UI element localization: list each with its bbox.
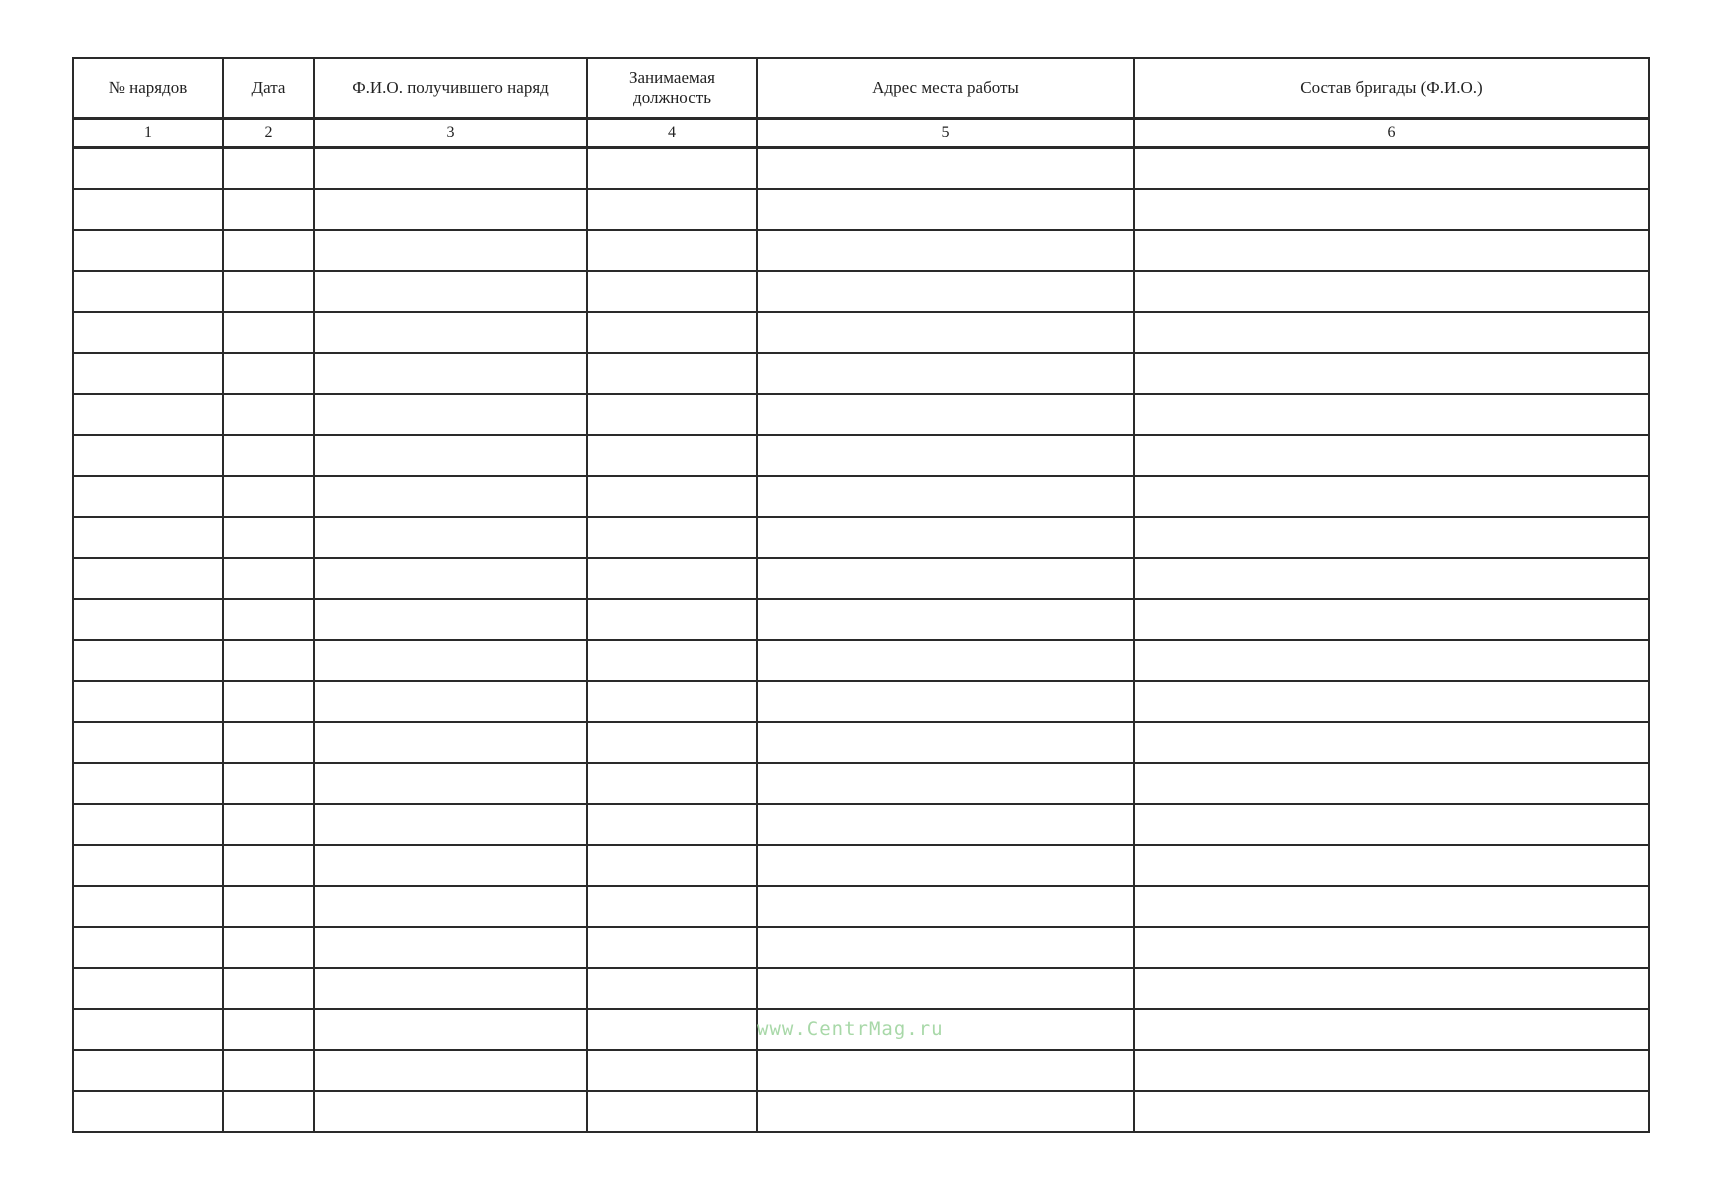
table-cell <box>587 845 757 886</box>
table-cell <box>757 886 1134 927</box>
table-cell <box>223 230 314 271</box>
table-cell <box>757 804 1134 845</box>
table-cell <box>587 640 757 681</box>
table-cell <box>73 599 223 640</box>
header-row <box>73 58 1649 119</box>
table-cell <box>73 1009 223 1050</box>
table-cell <box>314 763 587 804</box>
table-cell <box>587 722 757 763</box>
table-cell <box>314 517 587 558</box>
table-cell <box>587 1050 757 1091</box>
table-cell <box>587 394 757 435</box>
table-cell <box>73 394 223 435</box>
table-row <box>73 271 1649 312</box>
table-row <box>73 312 1649 353</box>
table-cell <box>757 927 1134 968</box>
table-cell <box>73 927 223 968</box>
table-cell <box>314 189 587 230</box>
table-cell <box>73 148 223 190</box>
table-cell <box>73 804 223 845</box>
table-cell <box>73 763 223 804</box>
table-cell <box>1134 599 1649 640</box>
table-cell <box>1134 640 1649 681</box>
column-number: 5 <box>757 119 1134 148</box>
table-cell <box>223 886 314 927</box>
table-row <box>73 681 1649 722</box>
table-cell <box>223 968 314 1009</box>
table-cell <box>757 271 1134 312</box>
header-work-address: Адрес места работы <box>757 58 1134 119</box>
table-cell <box>1134 722 1649 763</box>
table-cell <box>73 1050 223 1091</box>
table-cell <box>223 681 314 722</box>
table-cell <box>73 353 223 394</box>
table-cell <box>757 517 1134 558</box>
header-team-members: Состав бригады (Ф.И.О.) <box>1134 58 1649 119</box>
table-cell <box>757 968 1134 1009</box>
table-cell <box>223 517 314 558</box>
table-cell <box>1134 927 1649 968</box>
table-cell <box>757 353 1134 394</box>
table-cell <box>314 353 587 394</box>
table-cell <box>223 148 314 190</box>
table-row <box>73 230 1649 271</box>
work-orders-journal-table <box>72 57 1650 1133</box>
table-row <box>73 476 1649 517</box>
table-cell <box>757 230 1134 271</box>
table-cell <box>1134 394 1649 435</box>
table-cell <box>1134 1009 1649 1050</box>
table-cell <box>223 312 314 353</box>
header-recipient-name: Ф.И.О. получившего наряд <box>314 58 587 119</box>
table-cell <box>1134 312 1649 353</box>
table-cell <box>757 640 1134 681</box>
table-cell <box>314 681 587 722</box>
table-cell <box>314 804 587 845</box>
table-cell <box>73 271 223 312</box>
table-cell <box>587 353 757 394</box>
table-cell <box>587 599 757 640</box>
table-cell <box>587 271 757 312</box>
table-cell <box>1134 804 1649 845</box>
table-cell <box>1134 476 1649 517</box>
table-cell <box>757 763 1134 804</box>
table-cell <box>223 476 314 517</box>
table-row <box>73 640 1649 681</box>
table-cell <box>223 722 314 763</box>
table-cell <box>314 312 587 353</box>
table-row <box>73 599 1649 640</box>
watermark-text: www.CentrMag.ru <box>757 1018 944 1040</box>
table-cell <box>314 1009 587 1050</box>
table-cell <box>73 230 223 271</box>
table-cell <box>1134 189 1649 230</box>
table-cell <box>314 886 587 927</box>
table-cell <box>587 517 757 558</box>
table-row <box>73 435 1649 476</box>
table-cell <box>757 845 1134 886</box>
table-cell <box>223 1091 314 1132</box>
table-cell <box>1134 681 1649 722</box>
table-cell <box>223 189 314 230</box>
table-cell <box>757 558 1134 599</box>
table-cell <box>1134 435 1649 476</box>
table-row <box>73 804 1649 845</box>
table-row <box>73 353 1649 394</box>
table-row <box>73 148 1649 190</box>
table-cell <box>73 189 223 230</box>
table-cell <box>73 435 223 476</box>
table-cell <box>223 763 314 804</box>
table-cell <box>73 722 223 763</box>
table-cell <box>73 886 223 927</box>
table-cell <box>314 435 587 476</box>
table-cell <box>587 681 757 722</box>
table-cell <box>757 1050 1134 1091</box>
table-row <box>73 1091 1649 1132</box>
column-number: 4 <box>587 119 757 148</box>
table-cell <box>1134 886 1649 927</box>
table-cell <box>757 312 1134 353</box>
table-cell <box>314 599 587 640</box>
table-row <box>73 517 1649 558</box>
table-cell <box>1134 148 1649 190</box>
table-cell <box>223 435 314 476</box>
column-number-row <box>73 119 1649 148</box>
table-cell <box>314 968 587 1009</box>
table-cell <box>1134 230 1649 271</box>
table-row <box>73 394 1649 435</box>
table-cell <box>587 886 757 927</box>
table-cell <box>587 148 757 190</box>
table-cell <box>223 558 314 599</box>
table-cell <box>314 558 587 599</box>
table-cell <box>73 312 223 353</box>
table-cell <box>587 927 757 968</box>
table-cell <box>73 845 223 886</box>
table-cell <box>223 927 314 968</box>
table-cell <box>587 476 757 517</box>
table-cell <box>757 476 1134 517</box>
table-cell <box>314 1091 587 1132</box>
column-number: 1 <box>73 119 223 148</box>
table-cell <box>757 394 1134 435</box>
table-row <box>73 886 1649 927</box>
column-number: 6 <box>1134 119 1649 148</box>
table-cell <box>73 476 223 517</box>
table-cell <box>73 517 223 558</box>
table-cell <box>757 599 1134 640</box>
table-cell <box>1134 517 1649 558</box>
table-cell <box>1134 763 1649 804</box>
table-cell <box>587 189 757 230</box>
table-cell <box>223 1050 314 1091</box>
table-row <box>73 763 1649 804</box>
table-cell <box>223 394 314 435</box>
table-cell <box>73 1091 223 1132</box>
table-row <box>73 722 1649 763</box>
table-cell <box>314 845 587 886</box>
table-cell <box>223 599 314 640</box>
table-cell <box>314 640 587 681</box>
table-cell <box>1134 558 1649 599</box>
table-cell <box>314 230 587 271</box>
table-cell <box>73 640 223 681</box>
table-cell <box>1134 353 1649 394</box>
table-cell <box>223 271 314 312</box>
table-cell <box>314 476 587 517</box>
table-cell <box>587 804 757 845</box>
table-cell <box>1134 1091 1649 1132</box>
table-cell <box>73 968 223 1009</box>
table-cell <box>314 927 587 968</box>
table-cell <box>587 558 757 599</box>
column-number: 2 <box>223 119 314 148</box>
table-row <box>73 1050 1649 1091</box>
table-cell <box>587 1009 757 1050</box>
header-order-number: № нарядов <box>73 58 223 119</box>
table-cell <box>314 148 587 190</box>
table-cell <box>757 722 1134 763</box>
table-cell <box>73 558 223 599</box>
table-cell <box>1134 1050 1649 1091</box>
table-cell <box>73 681 223 722</box>
table-row <box>73 845 1649 886</box>
table-cell <box>223 353 314 394</box>
table-row <box>73 968 1649 1009</box>
table-cell <box>757 1091 1134 1132</box>
table-cell <box>587 435 757 476</box>
table-row <box>73 189 1649 230</box>
table-cell <box>587 1091 757 1132</box>
table-cell <box>587 312 757 353</box>
header-date: Дата <box>223 58 314 119</box>
table-cell <box>314 394 587 435</box>
header-position: Занимаемая должность <box>587 58 757 119</box>
table-cell <box>587 763 757 804</box>
column-number: 3 <box>314 119 587 148</box>
table-row <box>73 927 1649 968</box>
table-cell <box>757 148 1134 190</box>
table-cell <box>757 681 1134 722</box>
table-cell <box>757 189 1134 230</box>
table-cell <box>223 1009 314 1050</box>
table-cell <box>314 271 587 312</box>
table-cell <box>223 845 314 886</box>
table-cell <box>757 435 1134 476</box>
table-cell <box>1134 271 1649 312</box>
table-cell <box>587 230 757 271</box>
table-cell <box>314 1050 587 1091</box>
table-cell <box>223 804 314 845</box>
table-cell <box>587 968 757 1009</box>
table-cell <box>223 640 314 681</box>
table-cell <box>1134 845 1649 886</box>
table-row <box>73 558 1649 599</box>
journal-body <box>73 148 1649 1133</box>
table-cell <box>314 722 587 763</box>
table-cell <box>1134 968 1649 1009</box>
